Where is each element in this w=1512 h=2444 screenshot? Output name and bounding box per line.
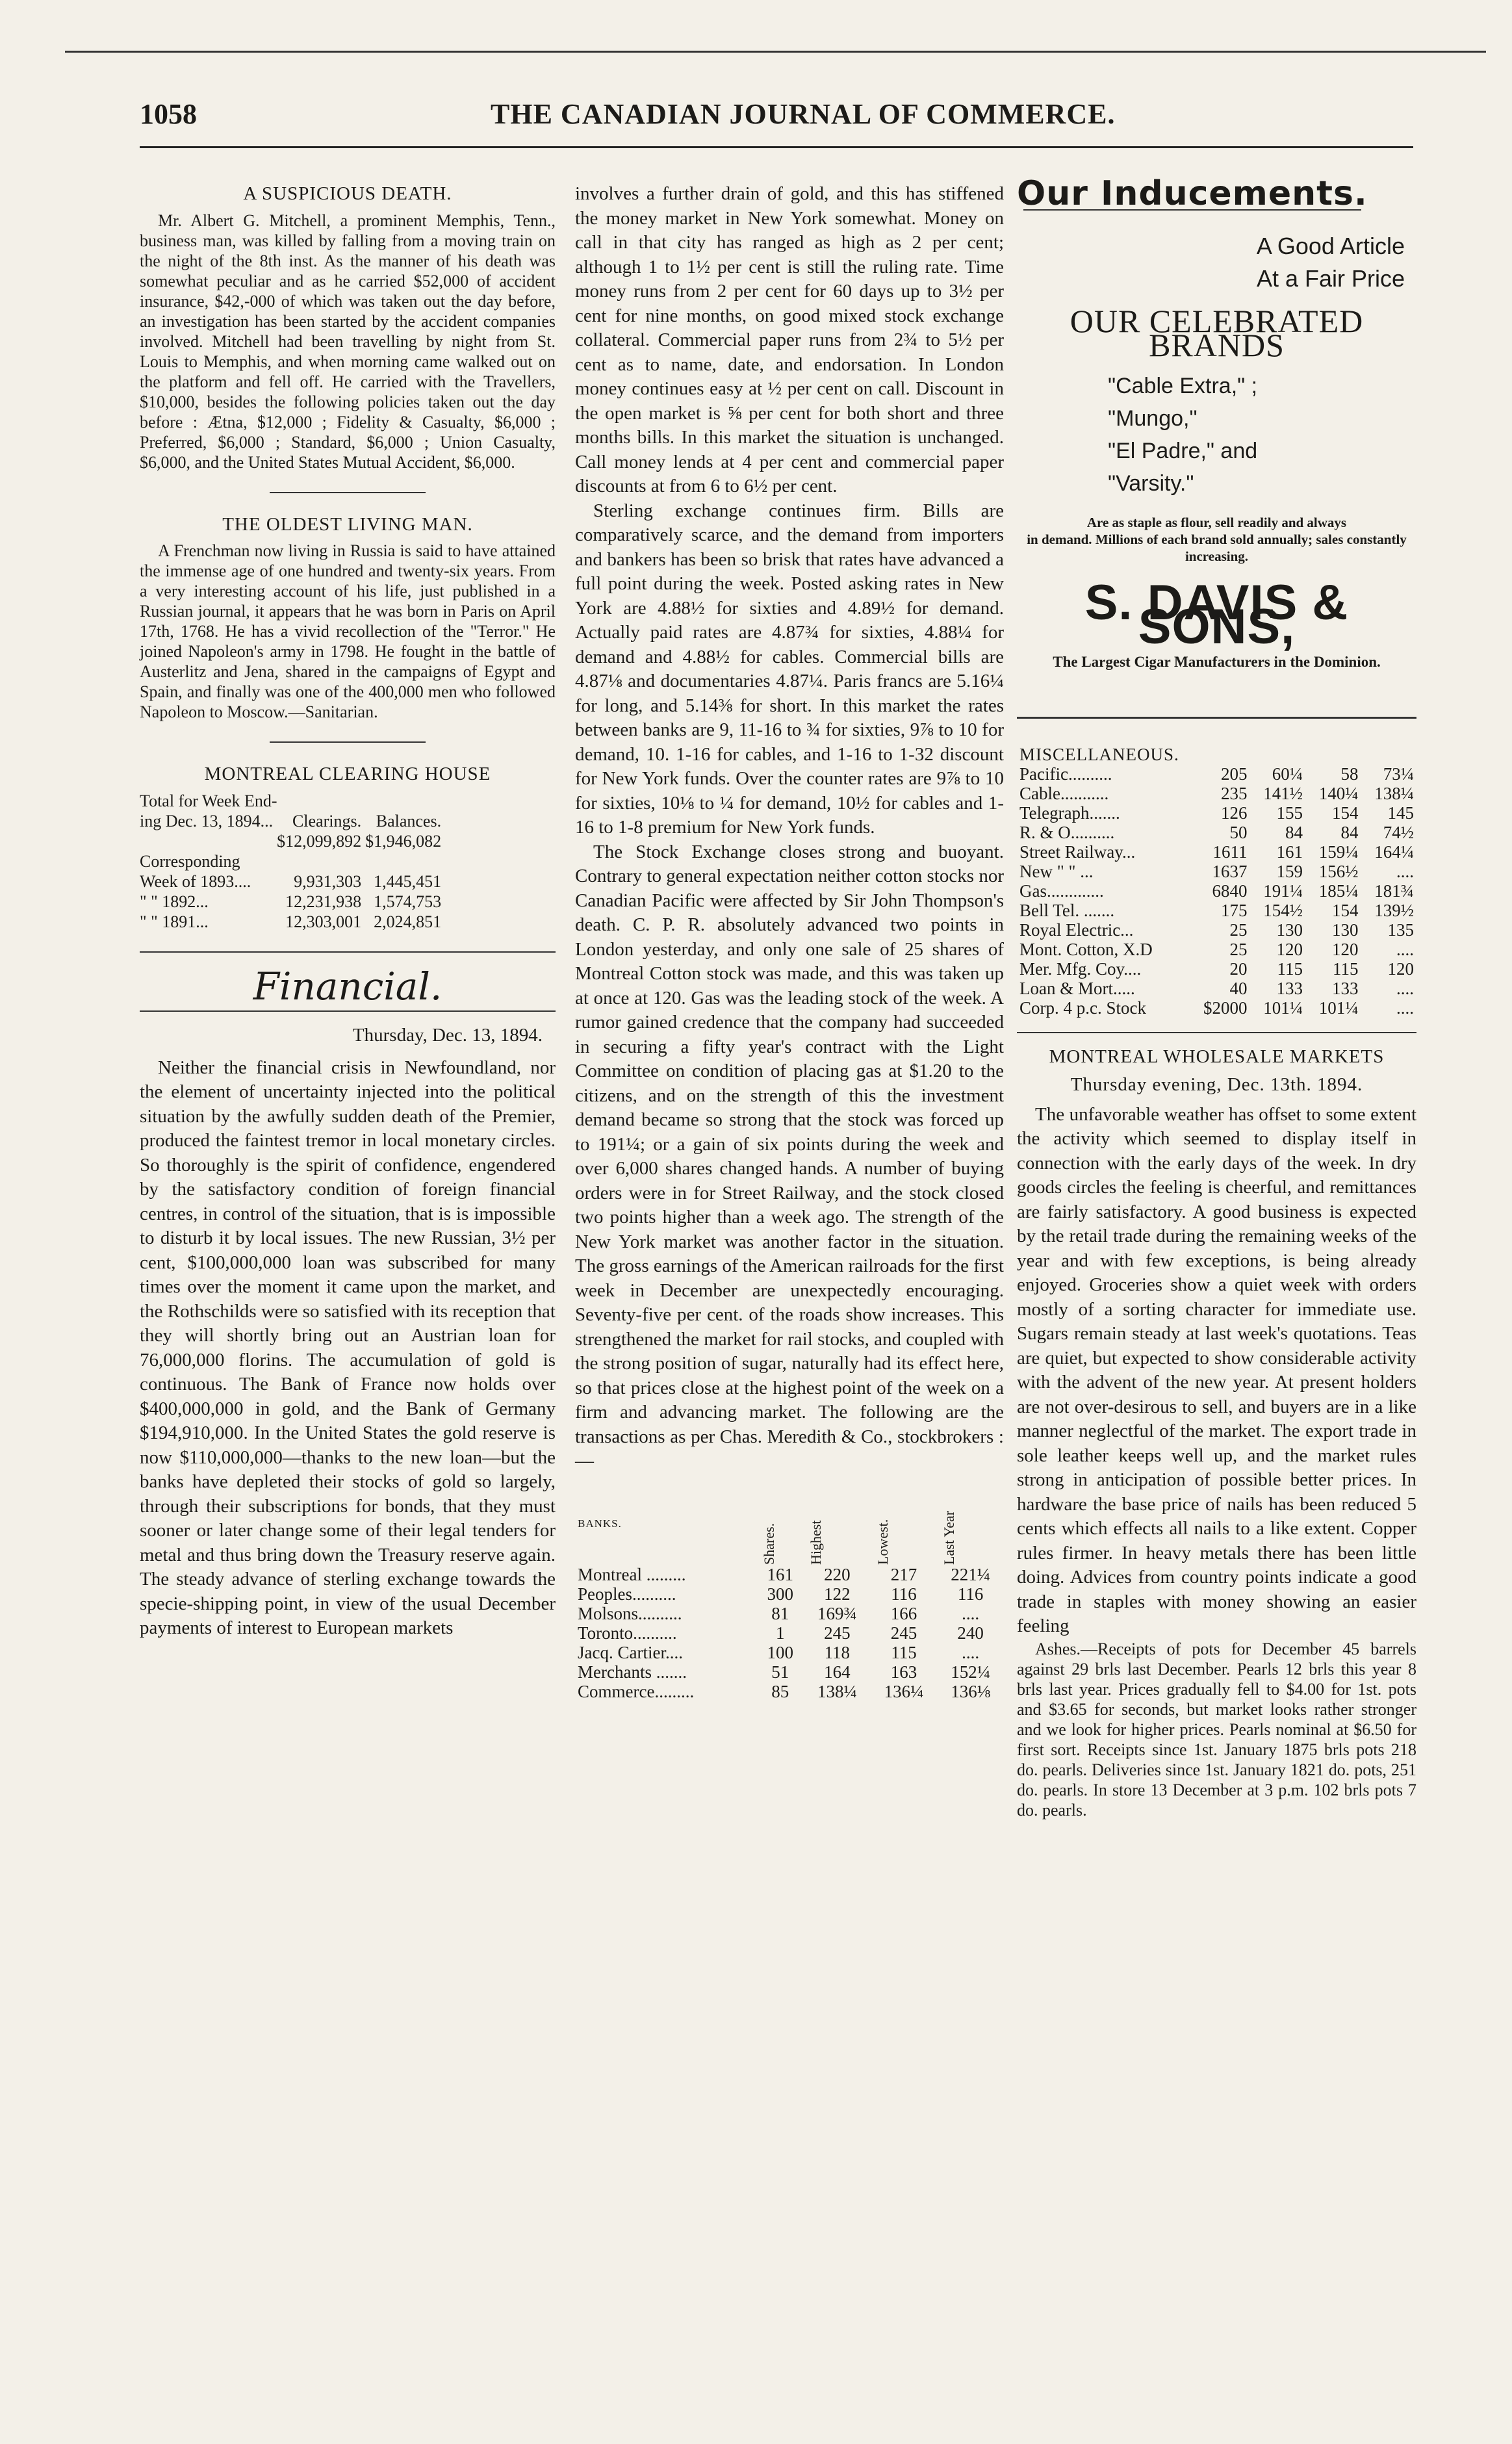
stock-name: Bell Tel. ....... — [1019, 900, 1115, 920]
clearing-line2: ing Dec. 13, 1894... — [140, 811, 274, 830]
ad-small-line1: Are as staple as flour, sell readily and always — [1086, 514, 1347, 530]
stock-last-year: 145 — [1387, 803, 1414, 823]
table-row — [575, 1584, 1004, 1604]
bank-lowest: 116 — [891, 1584, 917, 1604]
ad-brand: "Varsity." — [1108, 470, 1194, 496]
row-balances: 2,024,851 — [374, 912, 442, 931]
ad-tagline: The Largest Cigar Manufacturers in the Dominion. — [1053, 653, 1381, 670]
row-clearings: 12,303,001 — [285, 912, 362, 931]
last-year-header: Last Year — [941, 1510, 958, 1565]
table-row — [1017, 784, 1416, 803]
stock-last-year: 73¼ — [1383, 764, 1414, 784]
table-row — [1017, 998, 1416, 1018]
clearing-house-heading: MONTREAL CLEARING HOUSE — [204, 764, 491, 784]
bank-lowest: 217 — [890, 1564, 917, 1584]
row-label: " " 1891... — [140, 912, 209, 931]
table-row — [575, 1643, 1004, 1662]
bank-last-year: 221¼ — [951, 1564, 991, 1584]
stock-highest: 120 — [1276, 939, 1303, 959]
stock-lowest: 185¼ — [1318, 881, 1359, 901]
separator — [270, 492, 426, 493]
bank-last-year: 136⅛ — [951, 1681, 991, 1701]
column-2 — [575, 182, 1004, 1701]
page-header — [140, 97, 1413, 143]
article-body-suspicious: Mr. Albert G. Mitchell, a prominent Memphis, Tenn., business man, was killed by falling from a moving train on the night of the 8th inst. As the manner of his death was somewhat peculiar and as he carried $52,000 of accident insurance, $42,-000 of which was taken out the day before, an investigation has been started by the accident companies involved. Mitchell had been travelling by night from St. Louis to Memphis, and when morning came walked out on the platform and fell off. He carried with the Travellers, $10,000, besides the following policies taken out the day before : Ætna, $12,000 ; Fidelity & Casualty, $6,000 ; Preferred, $6,000 ; Standard, $6,000 ; Union Casualty, $6,000, and the United States Mutual Accident, $6,000. — [140, 211, 556, 472]
separator — [270, 741, 426, 743]
separator — [140, 951, 556, 953]
stock-lowest: 130 — [1331, 920, 1359, 940]
wholesale-body: The unfavorable weather has offset to some extent the activity which seemed to display itself in connection with the early days of the week. In dry goods circles the feeling is cheerful, and remittances are fairly satisfactory. A good business is expected by the retail trade during the remaining weeks of the year and with few exceptions, is being already enjoyed. Groceries show a quiet week with orders mostly of a sorting character for immediate use. Sugars remain steady at last week's quotations. Teas are quiet, but expected to show considerable activity with the advent of the new year. At present holders are not over-desirous to sell, and buyers are in a like manner neglectful of the market. The export trade in sole leather keeps well up, and the market rules strong in anticipation of possible better prices. In hardware the base price of nails has been reduced 5 cents which effects all nails to a like extent. Copper rules firmer. In heavy metals there has been little doing. Advices from country points indicate a good trade in staples with money showing an easier feeling — [1017, 1103, 1416, 1636]
banks-header: BANKS. — [578, 1517, 622, 1530]
table-row — [1017, 823, 1416, 842]
bank-shares: 85 — [771, 1681, 789, 1701]
stock-highest: 133 — [1276, 978, 1303, 998]
financial-dateline: Thursday, Dec. 13, 1894. — [352, 1025, 543, 1046]
table-row — [140, 912, 445, 932]
stock-shares: 25 — [1229, 920, 1248, 940]
stock-shares: 1637 — [1212, 861, 1248, 881]
stock-highest: 155 — [1276, 803, 1303, 823]
row-label: " " 1892... — [140, 892, 209, 911]
table-header-row — [575, 1480, 1004, 1565]
table-row — [140, 871, 445, 892]
table-row — [1017, 881, 1416, 901]
bank-name: Toronto.......... — [578, 1623, 677, 1643]
shares-header: Shares. — [760, 1523, 777, 1565]
ad-brand: "El Padre," and — [1108, 438, 1258, 463]
table-row — [575, 1662, 1004, 1682]
stock-lowest: 133 — [1331, 978, 1359, 998]
column-1 — [140, 182, 556, 1641]
stock-shares: 175 — [1221, 900, 1248, 920]
stock-last-year: .... — [1396, 861, 1414, 881]
stock-highest: 60¼ — [1272, 764, 1303, 784]
bank-shares: 81 — [771, 1603, 789, 1623]
balances-header: Balances. — [376, 811, 442, 830]
stock-last-year: 181¾ — [1374, 881, 1414, 901]
stock-name: Mont. Cotton, X.D — [1019, 939, 1153, 959]
bank-shares: 1 — [776, 1623, 785, 1643]
row-clearings: 9,931,303 — [294, 871, 362, 891]
bank-name: Molsons.......... — [578, 1603, 682, 1623]
top-border-rule — [65, 51, 1486, 53]
ad-brand: "Cable Extra," ; — [1108, 373, 1258, 398]
bank-name: Montreal ......... — [578, 1564, 686, 1584]
stock-name: Telegraph....... — [1019, 803, 1120, 823]
stock-shares: 25 — [1229, 939, 1248, 959]
ad-brands-heading: OUR CELEBRATED BRANDS — [1070, 302, 1364, 363]
table-row — [1017, 901, 1416, 920]
ad-title: Our Inducements. — [1017, 174, 1368, 213]
bank-last-year: .... — [962, 1603, 980, 1623]
wholesale-dateline: Thursday evening, Dec. 13th. 1894. — [1070, 1074, 1363, 1095]
clearings-header: Clearings. — [292, 811, 362, 830]
bank-name: Peoples.......... — [578, 1584, 676, 1604]
stock-last-year: .... — [1396, 997, 1414, 1018]
stock-name: Cable........... — [1019, 783, 1109, 803]
bank-last-year: .... — [962, 1642, 980, 1662]
stock-lowest: 101¼ — [1318, 997, 1359, 1018]
stock-shares: 1611 — [1212, 842, 1248, 862]
advertisement — [1017, 174, 1416, 719]
stock-name: Royal Electric... — [1019, 920, 1134, 940]
lowest-header: Lowest. — [874, 1519, 891, 1565]
stock-lowest: 120 — [1331, 939, 1359, 959]
bank-shares: 300 — [767, 1584, 794, 1604]
stock-lowest: 156½ — [1318, 861, 1359, 881]
row-balances: 1,445,451 — [374, 871, 442, 891]
stock-lowest: 58 — [1340, 764, 1359, 784]
stock-highest: 115 — [1277, 958, 1303, 979]
article-body-oldest: A Frenchman now living in Russia is said to have attained the immense age of one hundred and twenty-six years. From a very interesting account of his life, just published in a Russian journal, it appears that he was born in Paris on April 17th, 1768. He has a vivid recollection of the "Terror." He joined Napoleon's army in 1798. He fought in the battle of Austerlitz and Jena, shared in the campaigns of Egypt and Spain, and finally was one of the 400,000 men who followed Napoleon to Moscow.—Sanitarian. — [140, 541, 556, 721]
stock-shares: 50 — [1229, 822, 1248, 842]
bank-name: Merchants ....... — [578, 1662, 687, 1682]
wholesale-heading: MONTREAL WHOLESALE MARKETS — [1049, 1046, 1385, 1067]
money-market-paragraph: involves a further drain of gold, and this has stiffened the money market in New York somewhat. Money on call in that city has ranged as high as 2 per cent; although 1 to 1½ per cent is still the ruling rate. Time money runs from 2 per cent for 60 days up to 3½ per cent for nine months, on good mixed stock exchange collateral. Commercial paper runs from 2¾ to 5½ per cent as to name, date, and endorsation. In London money continues easy at ½ per cent on call. Discount in the open market is ⅝ per cent for both short and three months bills. In this market the situation is unchanged. Call money lends at 4 per cent and commercial paper discounts at from 6 to 6½ per cent. — [575, 183, 1004, 496]
bank-lowest: 115 — [891, 1642, 917, 1662]
bank-name: Commerce......... — [578, 1681, 695, 1701]
header-rule — [140, 146, 1413, 148]
stock-name: Street Railway... — [1019, 842, 1136, 862]
stock-last-year: 138¼ — [1374, 783, 1414, 803]
ad-company-name: S. DAVIS & SONS, — [1084, 574, 1349, 654]
ad-line-fair-price: At a Fair Price — [1256, 264, 1405, 292]
separator — [1017, 1032, 1416, 1033]
financial-heading: Financial. — [253, 964, 442, 1009]
bank-lowest: 136¼ — [884, 1681, 924, 1701]
stock-last-year: 120 — [1387, 958, 1414, 979]
bank-highest: 164 — [824, 1662, 851, 1682]
stock-shares: 20 — [1229, 958, 1248, 979]
ad-bottom-rule — [1017, 717, 1416, 719]
total-balances: $1,946,082 — [365, 831, 442, 851]
stock-shares: $2000 — [1203, 997, 1248, 1018]
total-clearings: $12,099,892 — [277, 831, 362, 851]
bank-name: Jacq. Cartier.... — [578, 1642, 683, 1662]
article-heading-oldest: THE OLDEST LIVING MAN. — [222, 513, 473, 535]
stock-lowest: 154 — [1331, 900, 1359, 920]
table-row — [1017, 979, 1416, 998]
financial-rule — [140, 1010, 556, 1012]
stock-last-year: .... — [1396, 978, 1414, 998]
table-row — [1017, 764, 1416, 784]
bank-shares: 100 — [767, 1642, 794, 1662]
bank-highest: 118 — [824, 1642, 851, 1662]
ad-line-good-article: A Good Article — [1256, 232, 1405, 259]
ashes-paragraph: Ashes.—Receipts of pots for December 45 barrels against 29 brls last December. Pearls 12 brls this year 8 brls last year. Prices gradually fell to $4.00 for 1st. pots and $3.65 for seconds, but market looks rather stronger and we look for higher prices. Pearls nominal at $6.50 for first sort. Receipts since 1st. January 1875 brls pots 218 do. pearls. Deliveries since 1st. January 1821 do. pots, 251 do. pearls. In store 13 December at 3 p.m. 102 brls pots 7 do. pearls. — [1017, 1639, 1416, 1820]
stock-name: R. & O.......... — [1019, 822, 1115, 842]
stock-highest: 154½ — [1263, 900, 1303, 920]
table-row — [1017, 940, 1416, 959]
stock-shares: 235 — [1221, 783, 1248, 803]
bank-last-year: 152¼ — [951, 1662, 991, 1682]
bank-shares: 51 — [771, 1662, 789, 1682]
table-row — [1017, 862, 1416, 881]
row-clearings: 12,231,938 — [285, 892, 362, 911]
stock-highest: 159 — [1276, 861, 1303, 881]
stock-lowest: 154 — [1331, 803, 1359, 823]
highest-header: Highest — [807, 1520, 824, 1565]
page-number: 1058 — [140, 98, 197, 130]
stock-lowest: 84 — [1340, 822, 1359, 842]
bank-highest: 169¾ — [817, 1603, 857, 1623]
table-row — [1017, 803, 1416, 823]
stock-highest: 191¼ — [1263, 881, 1303, 901]
stock-highest: 101¼ — [1263, 997, 1303, 1018]
bank-lowest: 163 — [890, 1662, 917, 1682]
stock-name: Gas............. — [1019, 881, 1104, 901]
article-heading-suspicious: A SUSPICIOUS DEATH. — [243, 183, 452, 204]
bank-last-year: 116 — [957, 1584, 984, 1604]
stock-highest: 130 — [1276, 920, 1303, 940]
stock-name: Mer. Mfg. Coy.... — [1019, 958, 1142, 979]
bank-shares: 161 — [767, 1564, 794, 1584]
stock-last-year: .... — [1396, 939, 1414, 959]
stock-name: Corp. 4 p.c. Stock — [1019, 997, 1146, 1018]
stock-exchange-paragraph: The Stock Exchange closes strong and buoyant. Contrary to general expectation neither cotton stocks nor Canadian Pacific were affected by Sir John Thompson's death. C. P. R. absolutely advanced two points in London yesterday, and only one sale of 25 shares of Montreal Cotton stock was made, and this was taken up at once at 120. Gas was the leading stock of the week. A rumor gained credence that the company had succeeded in securing a fifty year's contract with the Light Committee on condition of placing gas at $1.20 to the citizens, and on the strength of this the investment demand became so strong that the stock was forced up to 191¼; or a gain of six points during the week and over 6,000 shares changed hands. A number of buying orders were in for Street Railway, and the stock closed two points higher than a week ago. The strength of the New York market was another factor in the situation. The gross earnings of the American railroads for the first week in December are unexpectedly encouraging. Seventy-five per cent. of the roads show increases. This strengthened the market for rail stocks, and coupled with the strong position of sugar, naturally had its effect here, so that prices close at the highest point of the week on a firm and advancing market. The following are the transactions as per Chas. Meredith & Co., stockbrokers :— — [575, 841, 1004, 1471]
bank-highest: 220 — [824, 1564, 851, 1584]
stock-shares: 40 — [1229, 978, 1248, 998]
bank-highest: 138¼ — [817, 1681, 857, 1701]
sterling-exchange-paragraph: Sterling exchange continues firm. Bills are comparatively scarce, and the demand from importers and bankers has been so brisk that rates have advanced a full point during the week. Posted asking rates in New York are 4.88½ for sixties and 4.89½ for demand. Actually paid rates are 4.87¾ for sixties, 4.88¼ for demand and 4.88½ for cables. Commercial bills are 4.87⅛ and documentaries 4.87¼. Paris francs are 5.16¼ for long, and 5.14⅜ for short. In this market the rates between banks are 9, 11-16 to ¾ for sixties, 9⅞ to 10 for demand, 10. 1-16 for cables, and 1-16 to 1-32 discount for New York funds. Over the counter rates are 9⅞ to 10 for sixties, 10⅛ to ¼ for demand, 10½ for cables and 1-16 to 1-8 premium for New York funds. — [575, 500, 1004, 838]
bank-lowest: 245 — [890, 1623, 917, 1643]
table-row — [575, 1623, 1004, 1643]
miscellaneous-label: MISCELLANEOUS. — [1019, 744, 1179, 764]
table-row — [1017, 959, 1416, 979]
clearing-house-table — [140, 791, 445, 932]
bank-highest: 122 — [824, 1584, 851, 1604]
stock-highest: 141½ — [1263, 783, 1303, 803]
stock-highest: 84 — [1285, 822, 1303, 842]
stock-name: Loan & Mort..... — [1019, 978, 1135, 998]
stock-name: New " " ... — [1019, 861, 1094, 881]
journal-title: THE CANADIAN JOURNAL OF COMMERCE. — [491, 98, 1116, 130]
row-balances: 1,574,753 — [374, 892, 442, 911]
stock-shares: 205 — [1221, 764, 1248, 784]
stock-name: Pacific.......... — [1019, 764, 1112, 784]
stock-lowest: 115 — [1332, 958, 1359, 979]
stock-last-year: 74½ — [1383, 822, 1414, 842]
bank-last-year: 240 — [957, 1623, 984, 1643]
stock-shares: 6840 — [1212, 881, 1248, 901]
ad-small-line2: in demand. Millions of each brand sold annually; sales constantly increasing. — [1027, 531, 1407, 564]
table-row — [575, 1682, 1004, 1701]
row-label: Week of 1893.... — [140, 871, 251, 891]
financial-body: Neither the financial crisis in Newfoundland, nor the element of uncertainty injected into the political situation by the awfully sudden death of the Premier, produced the faintest tremor in local monetary circles. So thoroughly is the spirit of confidence, engendered by the satisfactory condition of foreign financial centres, in control of the situation, that is is impossible to disturb it by local issues. The new Russian, 3½ per cent, $100,000,000 loan was subscribed for many times over the moment it came upon the market, and the Rothschilds were so satisfied with its reception that they will shortly bring out an Austrian loan for 76,000,000 florins. The accumulation of gold is continuous. The Bank of France now holds over $400,000,000 in gold, and the Bank of Germany $194,910,000. In the United States the gold reserve is now $110,000,000—thanks to the new loan—but the banks have depleted their stocks of gold so largely, through their subscriptions for bonds, that they must sooner or later change some of their legal tenders for metal and thus bring down the Treasury reserve again. The steady advance of sterling exchange towards the specie-shipping point, in view of the usual December payments of interest to European markets — [140, 1057, 556, 1638]
stock-last-year: 139½ — [1374, 900, 1414, 920]
bank-highest: 245 — [824, 1623, 851, 1643]
clearing-line1: Total for Week End- — [140, 791, 277, 810]
ad-brand: "Mungo," — [1108, 405, 1198, 431]
corresponding-label: Corresponding — [140, 851, 240, 871]
table-row — [1017, 842, 1416, 862]
table-row — [575, 1565, 1004, 1584]
table-row — [140, 892, 445, 912]
table-row — [1017, 920, 1416, 940]
stock-last-year: 164¼ — [1374, 842, 1414, 862]
stock-highest: 161 — [1276, 842, 1303, 862]
stock-lowest: 140¼ — [1318, 783, 1359, 803]
stock-last-year: 135 — [1387, 920, 1414, 940]
stock-lowest: 159¼ — [1318, 842, 1359, 862]
bank-lowest: 166 — [890, 1603, 917, 1623]
miscellaneous-table — [1017, 745, 1416, 1018]
table-row — [575, 1604, 1004, 1623]
stock-shares: 126 — [1221, 803, 1248, 823]
column-3 — [1017, 174, 1416, 1820]
banks-table — [575, 1480, 1004, 1701]
